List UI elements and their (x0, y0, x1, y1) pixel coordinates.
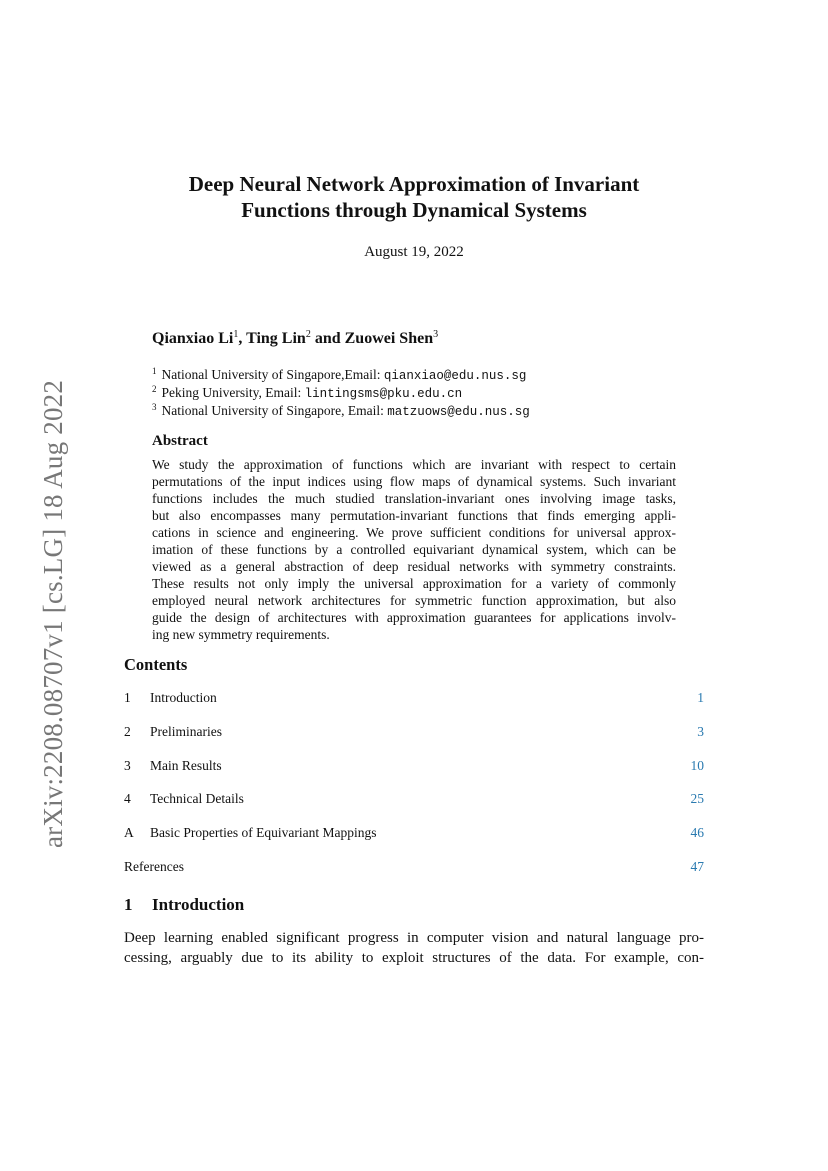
abstract-line: functions includes the much studied translation-invariant ones involving image tasks, (152, 491, 676, 506)
paper-date: August 19, 2022 (364, 244, 464, 260)
toc-page-link[interactable]: 47 (690, 859, 704, 874)
toc-entry[interactable] (124, 825, 704, 843)
toc-page-link[interactable]: 10 (690, 758, 704, 773)
toc-number: A (124, 825, 134, 840)
toc-title[interactable]: Main Results (150, 758, 222, 773)
author-name: Zuowei Shen (344, 330, 434, 347)
affiliation-mark: 1 (152, 366, 157, 376)
affiliation-mark: 3 (152, 402, 157, 412)
affiliation-line (152, 398, 530, 421)
toc-entry[interactable] (124, 724, 704, 742)
email-link[interactable]: matzuows@edu.nus.sg (387, 405, 530, 419)
author-name: Qianxiao Li (152, 330, 234, 347)
author-list (152, 329, 438, 348)
toc-title[interactable]: Basic Properties of Equivariant Mappings (150, 825, 377, 840)
toc-title[interactable]: Introduction (150, 690, 217, 705)
title-line-2: Functions through Dynamical Systems (241, 198, 587, 222)
author-affiliation-mark: 3 (433, 329, 439, 340)
toc-title[interactable]: Preliminaries (150, 724, 222, 739)
abstract-line: viewed as a general abstraction of deep residual networks with symmetry constraints. (152, 559, 676, 574)
affiliation-text: National University of Singapore,Email: (161, 367, 384, 382)
affiliation-text: Peking University, Email: (161, 385, 305, 400)
section-title: Introduction (152, 895, 245, 914)
abstract-body (152, 456, 676, 643)
abstract-line: guide the design of architectures with approximation guarantees for applications involv- (152, 610, 676, 625)
contents-heading: Contents (124, 655, 188, 674)
abstract-line: We study the approximation of functions which are invariant with respect to certain (152, 457, 676, 472)
toc-entry[interactable] (124, 859, 704, 877)
email-link[interactable]: lintingsms@pku.edu.cn (304, 387, 463, 401)
abstract-line: permutations of the input indices using flow maps of dynamical systems. Such invariant (152, 474, 676, 489)
abstract-line: employed neural network architectures for symmetric function approximation, but also (152, 593, 676, 608)
author-affiliation-mark: 1 (233, 329, 239, 340)
abstract-heading: Abstract (152, 433, 208, 449)
section-number: 1 (124, 895, 133, 914)
arxiv-identifier-stamp: arXiv:2208.08707v1 [cs.LG] 18 Aug 2022 (38, 379, 68, 848)
paragraph-line: cessing, arguably due to its ability to exploit structures of the data. For example, con- (124, 950, 704, 966)
toc-number: 3 (124, 758, 131, 773)
toc-entry[interactable] (124, 758, 704, 776)
toc-title[interactable]: References (124, 859, 184, 874)
introduction-paragraph (124, 928, 704, 968)
toc-page-link[interactable]: 25 (690, 791, 704, 806)
abstract-line: ing new symmetry requirements. (152, 627, 330, 642)
author-name: Ting Lin (246, 330, 306, 347)
toc-page-link[interactable]: 1 (697, 690, 704, 705)
section-heading (124, 895, 244, 915)
author-affiliation-mark: 2 (305, 329, 311, 340)
toc-number: 2 (124, 724, 131, 739)
toc-page-link[interactable]: 46 (690, 825, 704, 840)
toc-entry[interactable] (124, 690, 704, 708)
paper-title (0, 171, 828, 223)
toc-title[interactable]: Technical Details (150, 791, 244, 806)
affiliation-mark: 2 (152, 384, 157, 394)
abstract-line: cations in science and engineering. We prove sufficient conditions for universal approx- (152, 525, 676, 540)
toc-number: 1 (124, 690, 131, 705)
title-line-1: Deep Neural Network Approximation of Invariant (188, 172, 640, 196)
affiliation-text: National University of Singapore, Email: (161, 403, 388, 418)
paragraph-line: Deep learning enabled significant progress in computer vision and natural language pro- (124, 930, 704, 946)
toc-page-link[interactable]: 3 (697, 724, 704, 739)
email-link[interactable]: qianxiao@edu.nus.sg (383, 369, 527, 383)
toc-number: 4 (124, 791, 131, 806)
abstract-line: imation of these functions by a controlled equivariant dynamical system, which can be (152, 542, 676, 557)
author-separator: , (238, 330, 247, 347)
abstract-line: but also encompasses many permutation-invariant functions that finds emerging appli- (152, 508, 676, 523)
author-separator: and (310, 330, 345, 347)
toc-entry[interactable] (124, 791, 704, 809)
abstract-line: These results not only imply the universal approximation for a variety of commonly (152, 576, 676, 591)
